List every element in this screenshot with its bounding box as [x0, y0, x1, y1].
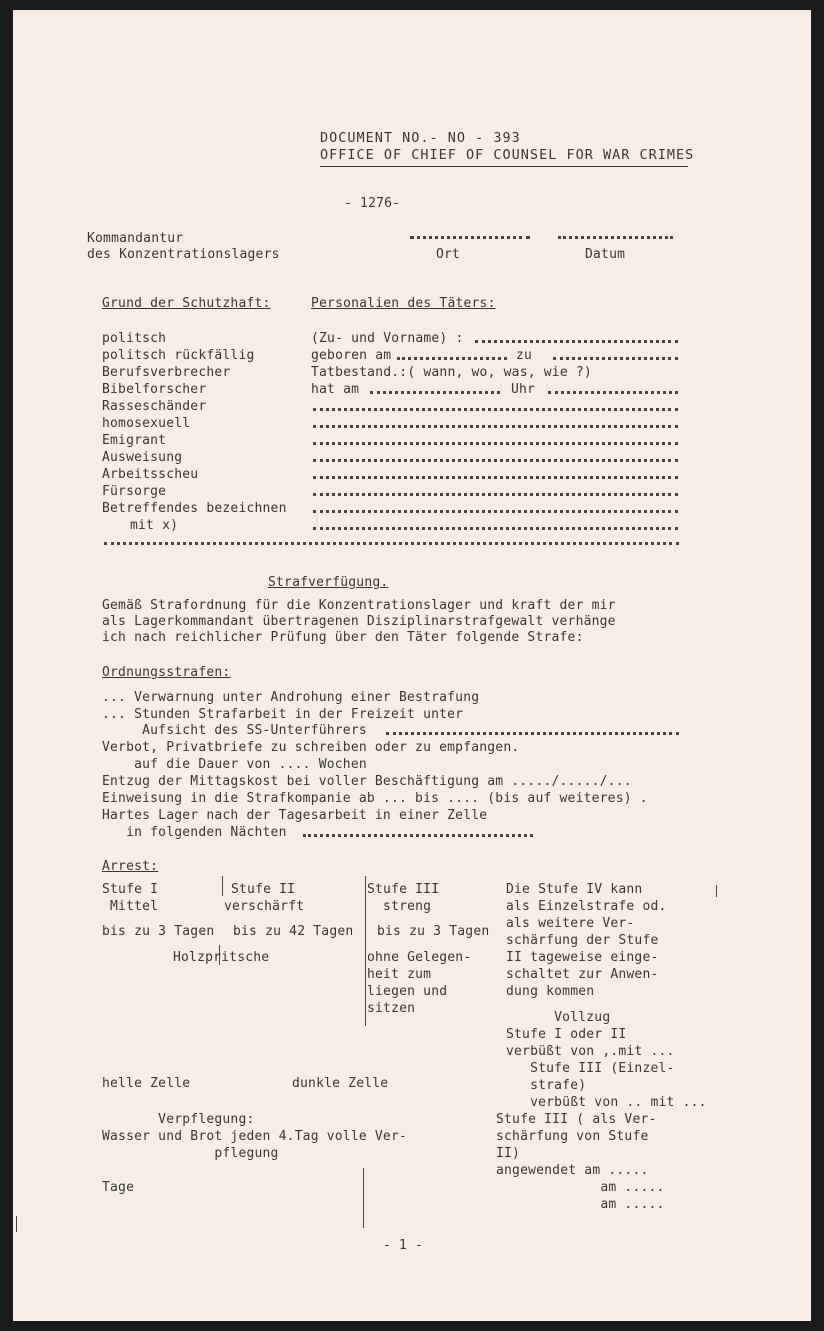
grund-item: Berufsverbrecher	[102, 365, 231, 380]
separator-dotted	[104, 542, 679, 545]
blank-line	[313, 510, 678, 513]
stufe4-line: als weitere Ver-	[506, 916, 635, 931]
ohne-line: heit zum	[367, 967, 432, 982]
tatbestand-label: Tatbestand.:( wann, wo, was, wie ?)	[311, 365, 592, 380]
stufe4-line: schaltet zur Anwen-	[506, 967, 659, 982]
stufe1-sub: Mittel	[102, 899, 159, 914]
column-divider	[363, 1168, 364, 1228]
ordnungsstrafe-line: Hartes Lager nach der Tagesarbeit in einer Zelle	[102, 808, 488, 823]
stufe3-sub: streng	[367, 899, 432, 914]
grund-item: Emigrant	[102, 433, 167, 448]
holzpritsche: Holzpritsche	[173, 950, 270, 965]
blank-line	[313, 425, 678, 428]
blank-line	[313, 459, 678, 462]
arrest-heading: Arrest:	[102, 859, 159, 874]
geboren-blank	[397, 357, 507, 360]
ordnungsstrafe-line: auf die Dauer von .... Wochen	[102, 757, 367, 772]
ordnungsstrafe-line: Aufsicht des SS-Unterführers	[102, 723, 367, 738]
grund-item: Ausweisung	[102, 450, 183, 465]
vollzug-line: verbüßt von .. mit ...	[506, 1095, 707, 1110]
blank-line	[313, 476, 678, 479]
verpflegung-line: pflegung	[102, 1146, 279, 1161]
vollzug-line: strafe)	[506, 1078, 587, 1093]
tage-label: Tage	[102, 1180, 135, 1195]
bis-1: bis zu 3 Tagen	[102, 924, 215, 939]
strafverfuegung-heading: Strafverfügung.	[268, 575, 389, 590]
vollzug-line: schärfung von Stufe	[496, 1129, 649, 1144]
paragraph-line: Gemäß Strafordnung für die Konzentrationslager und kraft der mir	[102, 598, 616, 613]
naechte-blank	[303, 834, 533, 837]
grund-item: Bibelforscher	[102, 382, 207, 397]
datum-label: Datum	[585, 247, 626, 262]
grund-item: mit x)	[130, 518, 179, 533]
grund-heading: Grund der Schutzhaft:	[102, 296, 271, 311]
grund-item: politsch	[102, 331, 167, 346]
grund-item: Fürsorge	[102, 484, 167, 499]
vollzug-line: angewendet am .....	[496, 1163, 649, 1178]
stufe2-label: Stufe II	[231, 882, 296, 897]
personalien-heading: Personalien des Täters:	[311, 296, 496, 311]
zu-label: zu	[516, 348, 533, 363]
margin-mark	[16, 1216, 17, 1232]
stufe4-line: II tageweise einge-	[506, 950, 659, 965]
lager-label: des Konzentrationslagers	[87, 247, 280, 262]
grund-item: Betreffendes bezeichnen	[102, 501, 287, 516]
vollzug-line: verbüßt von ,.mit ...	[506, 1044, 675, 1059]
ordnungsstrafe-line: Entzug der Mittagskost bei voller Beschäftigung am ...../...../...	[102, 774, 632, 789]
geboren-label: geboren am	[311, 348, 392, 363]
stufe4-line: schärfung der Stufe	[506, 933, 659, 948]
hat-am-blank	[370, 391, 500, 394]
datum-blank	[558, 236, 673, 239]
verpflegung-line: Verpflegung:	[102, 1112, 255, 1127]
page-number: - 1 -	[383, 1238, 424, 1253]
ordnungsstrafe-line: ... Stunden Strafarbeit in der Freizeit unter	[102, 707, 464, 722]
verpflegung-line: Wasser und Brot jeden 4.Tag volle Ver-	[102, 1129, 408, 1144]
vollzug-line: Stufe III (Einzel-	[506, 1061, 675, 1076]
vollzug-line: am .....	[496, 1197, 665, 1212]
ordnungsstrafe-line: ... Verwarnung unter Androhung einer Bestrafung	[102, 690, 480, 705]
stufe1-label: Stufe I	[102, 882, 159, 897]
ordnungsstrafe-line: in folgenden Nächten	[102, 825, 287, 840]
stufe3-label: Stufe III	[367, 882, 440, 897]
blank-line	[313, 442, 678, 445]
vollzug-line: Vollzug	[506, 1010, 611, 1025]
grund-item: Arbeitsscheu	[102, 467, 199, 482]
stufe2-sub: verschärft	[224, 899, 305, 914]
header-rule	[320, 166, 688, 167]
grund-item: Rasseschänder	[102, 399, 207, 414]
uhr-blank	[548, 391, 678, 394]
vollzug-line: II)	[496, 1146, 521, 1161]
document-number: DOCUMENT NO.- NO - 393	[320, 130, 521, 146]
ohne-line: ohne Gelegen-	[367, 950, 472, 965]
ort-label: Ort	[436, 247, 461, 262]
ordnungsstrafen-heading: Ordnungsstrafen:	[102, 665, 231, 680]
margin-mark	[716, 885, 717, 897]
name-blank	[475, 340, 678, 343]
zu-blank	[553, 357, 678, 360]
ohne-line: sitzen	[367, 1001, 416, 1016]
name-label: (Zu- und Vorname) :	[311, 331, 464, 346]
paragraph-line: als Lagerkommandant übertragenen Disziplinarstrafgewalt verhänge	[102, 614, 616, 629]
helle-zelle: helle Zelle	[102, 1076, 191, 1091]
ordnungsstrafe-line: Einweisung in die Strafkompanie ab ... bis .... (bis auf weiteres) .	[102, 791, 648, 806]
bis-3: bis zu 3 Tagen	[377, 924, 490, 939]
vollzug-line: Stufe III ( als Ver-	[496, 1112, 657, 1127]
blank-line	[313, 493, 678, 496]
uhr-label: Uhr	[511, 382, 536, 397]
vollzug-line: am .....	[496, 1180, 665, 1195]
aufsicht-blank	[386, 732, 679, 735]
blank-line	[313, 408, 678, 411]
document-page	[13, 10, 811, 1321]
page-reference: - 1276-	[344, 196, 401, 211]
paragraph-line: ich nach reichlicher Prüfung über den Täter folgende Strafe:	[102, 630, 584, 645]
blank-line	[313, 527, 678, 530]
grund-item: politsch rückfällig	[102, 348, 255, 363]
ordnungsstrafe-line: Verbot, Privatbriefe zu schreiben oder zu empfangen.	[102, 740, 520, 755]
stufe4-line: dung kommen	[506, 984, 595, 999]
bis-2: bis zu 42 Tagen	[233, 924, 354, 939]
column-divider	[365, 876, 366, 1026]
ohne-line: liegen und	[367, 984, 448, 999]
vollzug-line: Stufe I oder II	[506, 1027, 627, 1042]
dunkle-zelle: dunkle Zelle	[292, 1076, 389, 1091]
column-divider	[222, 876, 223, 896]
ort-blank	[410, 236, 530, 239]
stufe4-line: Die Stufe IV kann	[506, 882, 643, 897]
stufe4-line: als Einzelstrafe od.	[506, 899, 667, 914]
grund-item: homosexuell	[102, 416, 191, 431]
office-title: OFFICE OF CHIEF OF COUNSEL FOR WAR CRIMES	[320, 147, 695, 163]
kommandantur-label: Kommandantur	[87, 231, 184, 246]
hat-am-label: hat am	[311, 382, 360, 397]
